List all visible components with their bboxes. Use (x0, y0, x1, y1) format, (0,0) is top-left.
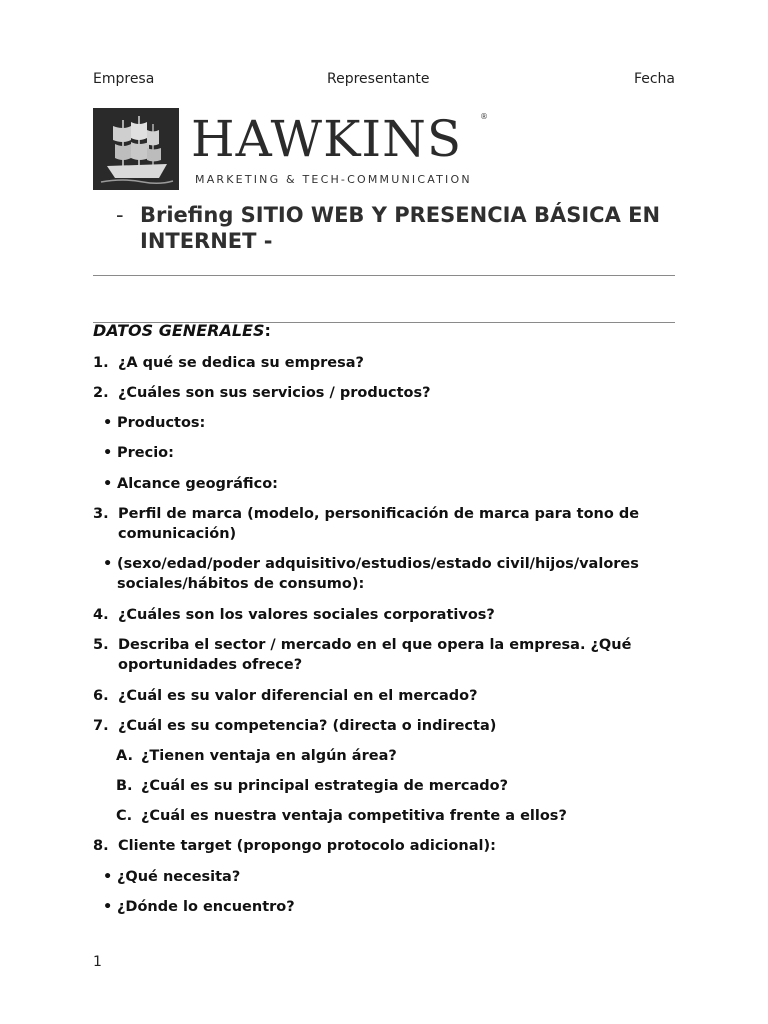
document-header (93, 71, 675, 91)
question-text: ¿Cuáles son los valores sociales corporativos? (118, 607, 495, 623)
header-fecha: Fecha (633, 71, 675, 87)
registered-mark: ® (480, 112, 488, 121)
subquestion-letter: A. (116, 748, 133, 764)
page-number: 1 (93, 954, 102, 970)
question-number: 4. (93, 607, 109, 623)
subquestion-text: ¿Cuál es su principal estrategia de mercado? (141, 778, 509, 794)
subquestion-text: ¿Cuál es nuestra ventaja competitiva frente a ellos? (141, 808, 567, 824)
subquestion-text: ¿Tienen ventaja en algún área? (141, 748, 397, 764)
section-label: DATOS GENERALES (93, 321, 265, 340)
logo-tagline: MARKETING & TECH-COMMUNICATION (195, 173, 472, 186)
question-number: 8. (93, 838, 109, 854)
question-number: 3. (93, 506, 109, 522)
bullet-text: (sexo/edad/poder adquisitivo/estudios/estado civil/hijos/valores sociales/hábitos de consumo): (117, 556, 639, 592)
question-text: Describa el sector / mercado en el que opera la empresa. ¿Qué oportunidades ofrece? (118, 637, 632, 673)
title-text: Briefing SITIO WEB Y PRESENCIA BÁSICA EN INTERNET - (140, 203, 661, 253)
question-number: 2. (93, 385, 109, 401)
bullet-icon: • (103, 476, 113, 492)
header-representante: Representante (327, 71, 430, 87)
question-text: Perfil de marca (modelo, personificación de marca para tono de comunicación) (118, 506, 640, 542)
hawkins-logo (93, 108, 493, 192)
question-number: 1. (93, 355, 109, 371)
bullet-text: Alcance geográfico: (117, 476, 278, 492)
section-heading (93, 321, 271, 340)
header-empresa: Empresa (93, 71, 155, 87)
bullet-icon: • (103, 869, 113, 885)
section-colon: : (264, 321, 271, 340)
question-number: 5. (93, 637, 109, 653)
question-number: 6. (93, 688, 109, 704)
subquestion-letter: B. (116, 778, 133, 794)
bullet-text: Precio: (117, 445, 174, 461)
bullet-text: ¿Qué necesita? (117, 869, 241, 885)
bullet-icon: • (103, 445, 113, 461)
bullet-icon: • (103, 556, 113, 572)
bullet-text: ¿Dónde lo encuentro? (117, 899, 295, 915)
question-text: ¿A qué se dedica su empresa? (118, 355, 364, 371)
divider-line (93, 275, 675, 276)
bullet-icon: • (103, 415, 113, 431)
question-number: 7. (93, 718, 109, 734)
logo-wordmark: HAWKINS (191, 110, 463, 168)
title-dash: - (116, 203, 124, 227)
bullet-text: Productos: (117, 415, 206, 431)
question-text: ¿Cuál es su competencia? (directa o indirecta) (118, 718, 497, 734)
subquestion-letter: C. (116, 808, 133, 824)
bullet-icon: • (103, 899, 113, 915)
sailing-ship-icon (93, 108, 179, 190)
question-text: Cliente target (propongo protocolo adicional): (118, 838, 496, 854)
question-text: ¿Cuáles son sus servicios / productos? (118, 385, 431, 401)
question-text: ¿Cuál es su valor diferencial en el mercado? (118, 688, 478, 704)
